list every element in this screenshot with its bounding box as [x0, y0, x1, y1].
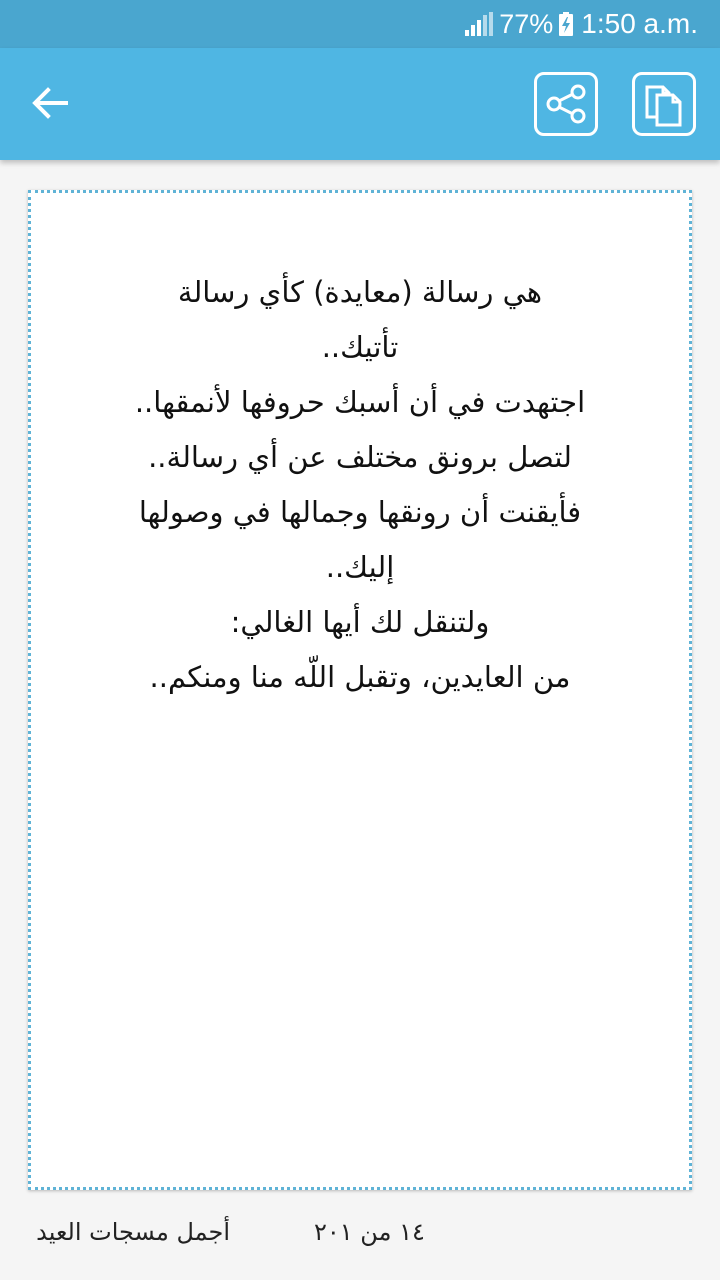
- signal-icon: [465, 12, 493, 36]
- back-button[interactable]: [20, 74, 78, 132]
- copy-icon: [643, 81, 685, 127]
- message-line: فأيقنت أن رونقها وجمالها في وصولها: [138, 495, 582, 529]
- clock: 1:50 a.m.: [581, 8, 698, 39]
- battery-charging-icon: [559, 12, 573, 36]
- message-line: هي رسالة (معايدة) كأي رسالة: [177, 275, 543, 309]
- message-line: من العايدين، وتقبل اللّه منا ومنكم..: [149, 660, 571, 694]
- app-name: أجمل مسجات العيد: [36, 1218, 230, 1246]
- message-line: ولتنقل لك أيها الغالي:: [230, 605, 490, 639]
- message-card: [28, 190, 692, 1190]
- share-button[interactable]: [534, 72, 598, 136]
- status-bar: [0, 0, 720, 48]
- battery-percent: 77%: [499, 8, 554, 39]
- message-text: [71, 265, 649, 705]
- footer: [0, 1200, 720, 1280]
- message-line: تأتيك..: [321, 330, 399, 364]
- back-arrow-icon: [30, 86, 68, 120]
- message-line: اجتهدت في أن أسبك حروفها لأنمقها..: [134, 385, 586, 419]
- message-line: لتصل برونق مختلف عن أي رسالة..: [148, 440, 572, 474]
- page-counter: ١٤ من ٢٠١: [314, 1218, 425, 1246]
- message-line: إليك..: [325, 550, 395, 584]
- share-icon: [544, 82, 588, 126]
- copy-button[interactable]: [632, 72, 696, 136]
- app-bar: [0, 48, 720, 160]
